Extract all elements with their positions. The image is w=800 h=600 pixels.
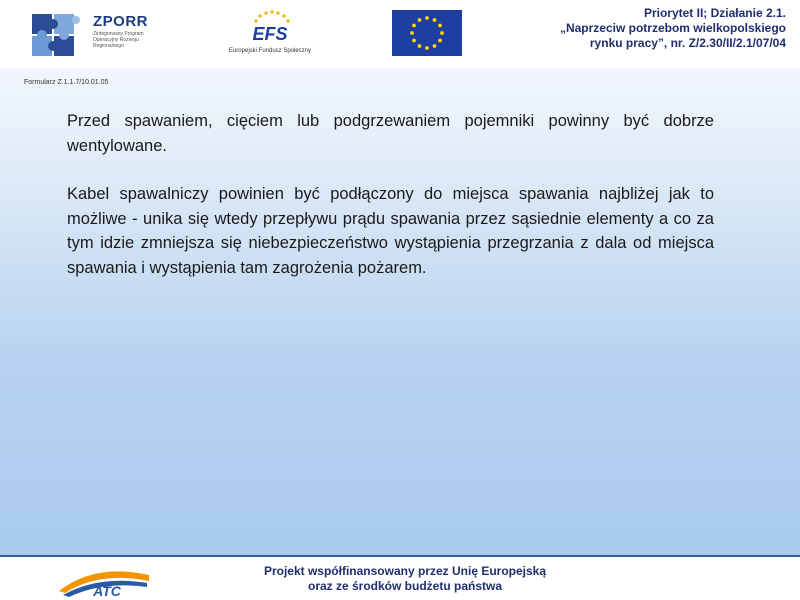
- efs-stars-icon: [222, 8, 318, 48]
- eu-star-icon: [418, 18, 422, 22]
- eu-flag-icon: [392, 10, 462, 56]
- eu-star-icon: [438, 39, 442, 43]
- paragraph-welding-cable: Kabel spawalniczy powinien być podłączony do miejsca spawania najbliżej jak to możliwe - unika się wtedy przepływu prądu spawania przez sąsiednie elementy a co za tym idzie zmniejsza się niebezpieczeństwo wystąpienia przegrzania z dala od miejsca spawania i wystąpienia tam zagrożenia pożarem.: [67, 185, 714, 277]
- atc-logo: [55, 561, 153, 599]
- efs-caption: Europejski Fundusz Społeczny: [228, 48, 312, 54]
- header: [0, 0, 800, 68]
- efs-logo-text: EFS: [252, 24, 288, 44]
- slide-content: [67, 109, 714, 304]
- eu-star-icon: [433, 18, 437, 22]
- eu-star-icon: [425, 16, 429, 20]
- eu-star-icon: [410, 31, 414, 35]
- zporr-title: ZPORR: [93, 13, 148, 30]
- eu-star-icon: [440, 31, 444, 35]
- zporr-logo: [30, 10, 150, 62]
- project-info: [456, 6, 786, 51]
- atc-logo-text: ATC: [93, 583, 121, 599]
- footer-line2: oraz ze środków budżetu państwa: [307, 579, 503, 593]
- eu-star-icon: [433, 44, 437, 48]
- eu-star-icon: [412, 24, 416, 28]
- footer: [0, 557, 800, 600]
- eu-star-icon: [438, 24, 442, 28]
- paragraph-ventilation: Przed spawaniem, cięciem lub podgrzewaniem pojemniki powinny być dobrze wentylowane.: [67, 112, 714, 155]
- efs-logo: [222, 8, 318, 60]
- eu-star-icon: [418, 44, 422, 48]
- project-info-line2: „Naprzeciw potrzebom wielkopolskiego: [559, 21, 786, 35]
- puzzle-icon: [30, 10, 88, 60]
- project-info-line1: Priorytet II; Działanie 2.1.: [643, 6, 786, 20]
- eu-star-icon: [412, 39, 416, 43]
- project-info-line3: rynku pracy”, nr. Z/2.30/II/2.1/07/04: [589, 36, 786, 50]
- zporr-subtitle: Zintegrowany Program Operacyjny Rozwoju Regionalnego: [93, 31, 144, 49]
- form-code: Formularz Z.1.1.7/10.01.05: [24, 79, 109, 86]
- eu-star-icon: [425, 46, 429, 50]
- footer-line1: Projekt współfinansowany przez Unię Europejską: [263, 564, 547, 578]
- footer-funding-text: [225, 564, 585, 594]
